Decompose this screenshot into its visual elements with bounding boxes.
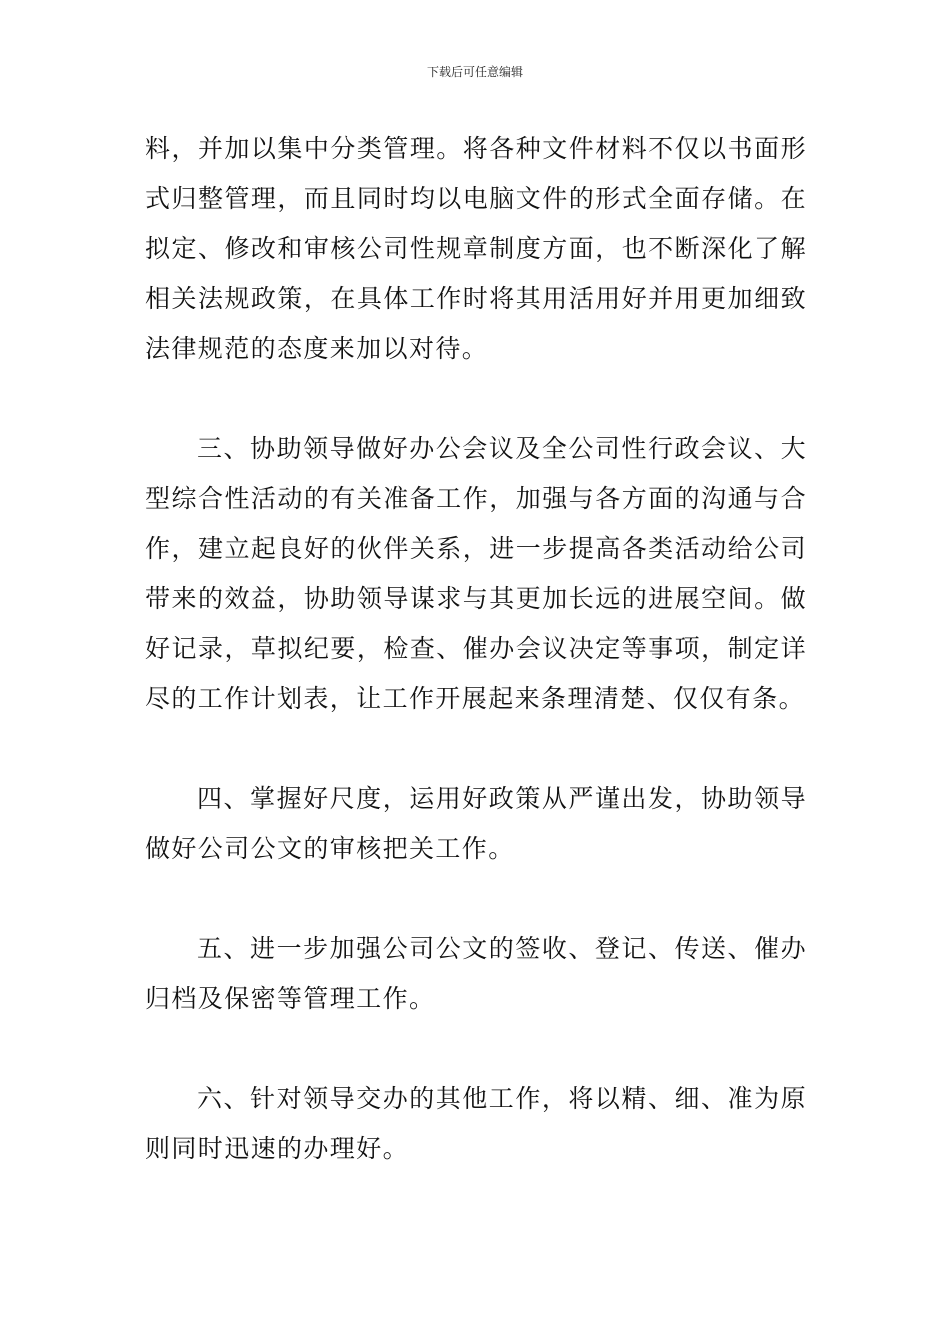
document-body xyxy=(145,124,807,1174)
paragraph-item-5: 五、进一步加强公司公文的签收、登记、传送、催办归档及保密等管理工作。 xyxy=(145,934,807,1013)
paragraph-item-4: 四、掌握好尺度，运用好政策从严谨出发，协助领导做好公司公文的审核把关工作。 xyxy=(145,784,807,863)
page-header: 下载后可任意编辑 xyxy=(426,65,523,79)
paragraph-continuation: 料，并加以集中分类管理。将各种文件材料不仅以书面形式归整管理，而且同时均以电脑文件的形式全面存储。在拟定、修改和审核公司性规章制度方面，也不断深化了解相关法规政策，在具体工作时将其用活用好并用更加细致法律规范的态度来加以对待。 xyxy=(145,134,807,363)
paragraph-item-3: 三、协助领导做好办公会议及全公司性行政会议、大型综合性活动的有关准备工作，加强与各方面的沟通与合作，建立起良好的伙伴关系，进一步提高各类活动给公司带来的效益，协助领导谋求与其更加长远的进展空间。做好记录，草拟纪要，检查、催办会议决定等事项，制定详尽的工作计划表，让工作开展起来条理清楚、仅仅有条。 xyxy=(145,434,807,713)
paragraph-item-6: 六、针对领导交办的其他工作，将以精、细、准为原则同时迅速的办理好。 xyxy=(145,1084,807,1163)
